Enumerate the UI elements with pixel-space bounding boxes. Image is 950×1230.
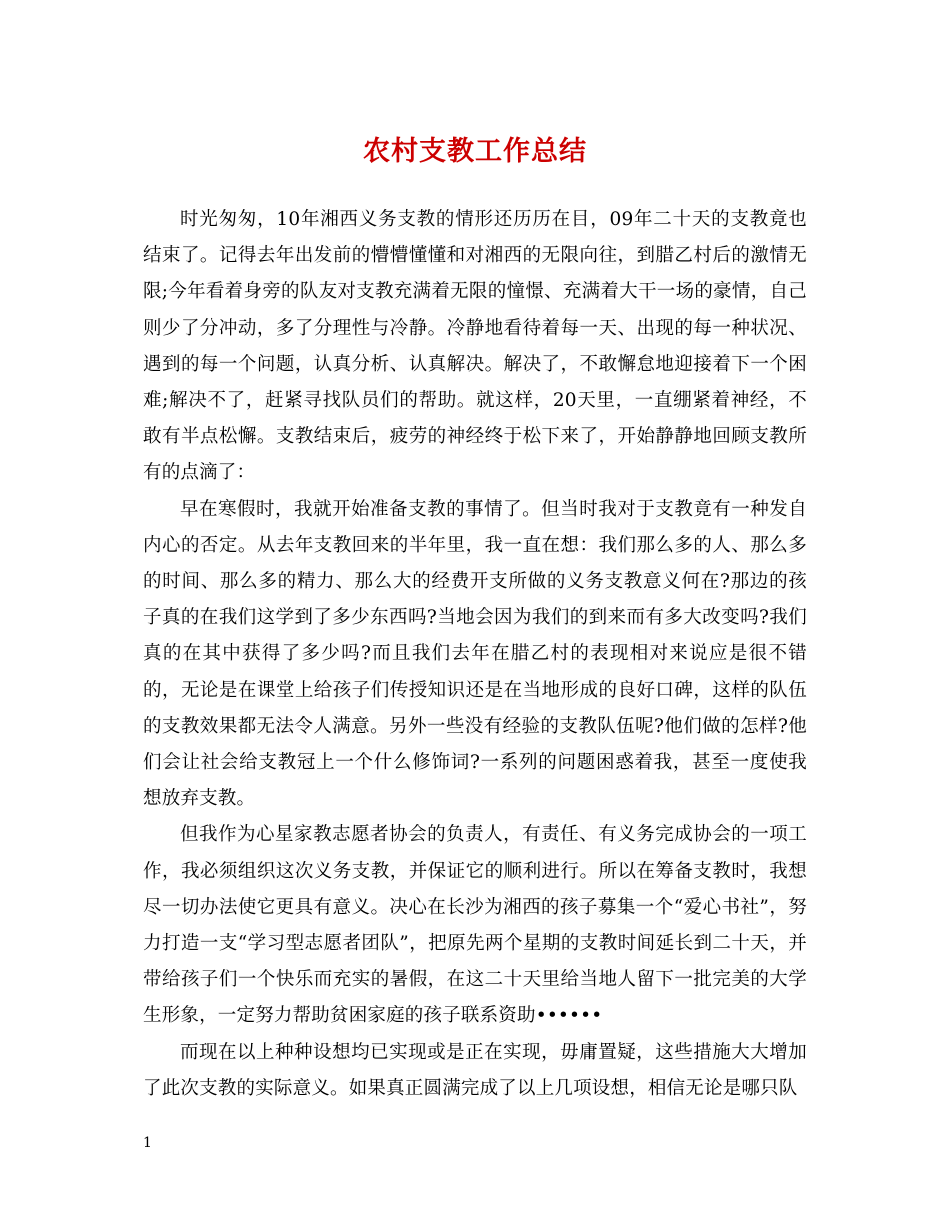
paragraph: 早在寒假时，我就开始准备支教的事情了。但当时我对于支教竟有一种发自内心的否定。从去年支教回来的半年里，我一直在想：我们那么多的人、那么多的时间、那么多的精力、那么大的经费开支所做的义务支教意义何在?那边的孩子真的在我们这学到了多少东西吗?当地会因为我们的到来而有多大改变吗?我们真的在其中获得了多少吗?而且我们去年在腊乙村的表现相对来说应是很不错的，无论是在课堂上给孩子们传授知识还是在当地形成的良好口碑，这样的队伍的支教效果都无法令人满意。另外一些没有经验的支教队伍呢?他们做的怎样?他们会让社会给支教冠上一个什么修饰词?一系列的问题困惑着我，甚至一度使我想放弃支教。 <box>143 498 807 810</box>
paragraph: 时光匆匆，10年湘西义务支教的情形还历历在目，09年二十天的支教竟也结束了。记得去年出发前的懵懵懂懂和对湘西的无限向往，到腊乙村后的激情无限;今年看着身旁的队友对支教充满着无限的憧憬、充满着大干一场的豪情，自己则少了分冲动，多了分理性与冷静。冷静地看待着每一天、出现的每一种状况、遇到的每一个问题，认真分析、认真解决。解决了，不敢懈怠地迎接着下一个困难;解决不了，赶紧寻找队员们的帮助。就这样，20天里，一直绷紧着神经，不敢有半点松懈。支教结束后，疲劳的神经终于松下来了，开始静静地回顾支教所有的点滴了： <box>143 209 807 484</box>
page-number: 1 <box>143 1135 152 1151</box>
document-body <box>143 202 807 1107</box>
document-title: 农村支教工作总结 <box>363 136 587 167</box>
paragraph: 但我作为心星家教志愿者协会的负责人，有责任、有义务完成协会的一项工作，我必须组织这次义务支教，并保证它的顺利进行。所以在筹备支教时，我想尽一切办法使它更具有意义。决心在长沙为湘西的孩子募集一个“爱心书社”，努力打造一支“学习型志愿者团队”，把原先两个星期的支教时间延长到二十天，并带给孩子们一个快乐而充实的暑假，在这二十天里给当地人留下一批完美的大学生形象，一定努力帮助贫困家庭的孩子联系资助•••••• <box>143 824 807 1027</box>
paragraph: 而现在以上种种设想均已实现或是正在实现，毋庸置疑，这些措施大大增加了此次支教的实际意义。如果真正圆满完成了以上几项设想，相信无论是哪只队 <box>143 1041 807 1099</box>
